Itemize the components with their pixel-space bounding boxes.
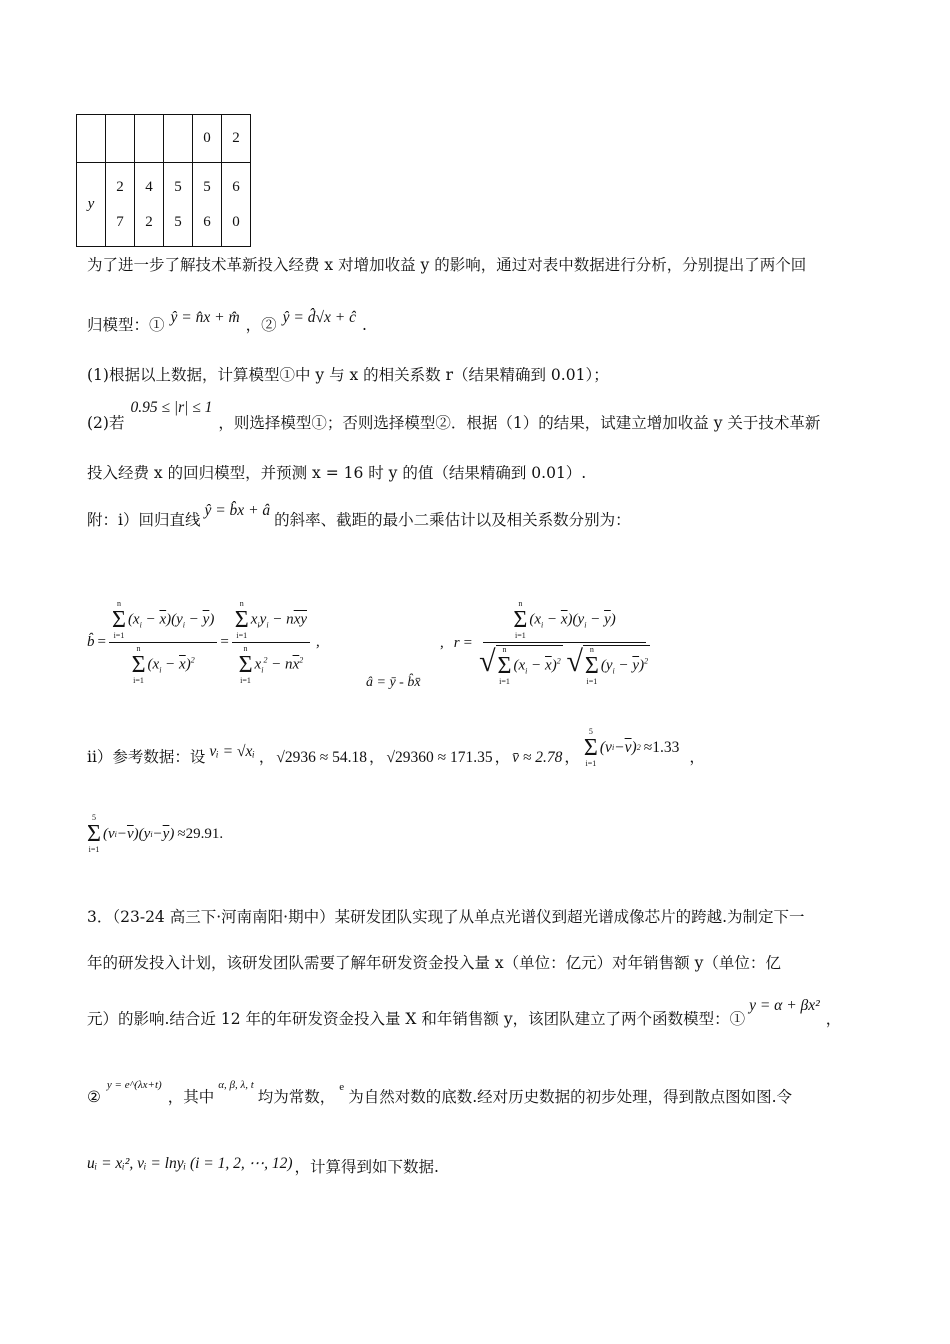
model-1-formula: ŷ = n̂x + m̂ [170, 309, 240, 326]
table-cell: 6 0 [222, 163, 251, 247]
table-cell: 0 [193, 115, 222, 163]
r-fraction: n Σ i=1 $(x_i - \overline{x})(y_i - \overline{y})$ √ n Σ i=1 $(x_i - \overline{x})^2$ √ n Σ i=1 $(y_i - \overline{y})^2$ [479, 599, 649, 686]
constants: α, β, λ, t [218, 1079, 254, 1091]
v-bar-value: v̄ ≈ 2.78 [512, 749, 563, 767]
substitution-formula: uᵢ = xᵢ², vᵢ = lnyᵢ (i = 1, 2, ⋯, 12) [87, 1155, 293, 1172]
appendix-line-1: 附：i）回归直线ŷ = b̂x + â的斜率、截距的最小二乘估计以及相关系数分别为： [87, 502, 631, 529]
question-2-line-1: (2)若0.95 ≤ |r| ≤ 1，则选择模型①；否则选择模型②．根据（1）的结果，试建立增加收益 y 关于技术革新 [87, 399, 821, 432]
r-formula: , r = n Σ i=1 $(x_i - \overline{x})(y_i - \overline{y})$ √ n Σ i=1 $(x_i - \overline{x})^2$ √ n Σ i=1 $(y_i - \overline{y})^2$ [440, 600, 653, 686]
data-table [76, 114, 251, 247]
table-cell: 2 7 [106, 163, 135, 247]
problem-3-line-1: 3．（23-24 高三下·河南南阳·期中）某研发团队实现了从单点光谱仪到超光谱成像芯片的跨越.为制定下一 [87, 908, 805, 926]
table-cell [135, 115, 164, 163]
regression-line-formula: ŷ = b̂x + â [204, 502, 271, 519]
condition-formula: 0.95 ≤ |r| ≤ 1 [130, 399, 213, 416]
sqrt-2936: √2936 ≈ 54.18 [276, 749, 367, 767]
model-1-formula: y = α + βx² [749, 997, 820, 1014]
problem-3-line-5: uᵢ = xᵢ², vᵢ = lnyᵢ (i = 1, 2, ⋯, 12) ，计算得到如下数据. [87, 1155, 439, 1176]
model-2-formula: ŷ = d̂√x + ĉ [282, 309, 356, 326]
sqrt-29360: √29360 ≈ 171.35 [386, 749, 493, 767]
question-2-line-2: 投入经费 x 的回归模型，并预测 x = 16 时 y 的值（结果精确到 0.01）. [87, 464, 587, 482]
table-cell [164, 115, 193, 163]
intro-line-1: 为了进一步了解技术革新投入经费 x 对增加收益 y 的影响，通过对表中数据进行分析，分别提出了两个回 [87, 256, 807, 274]
problem-3-line-3: 元）的影响.结合近 12 年的年研发资金投入量 X 和年销售额 y，该团队建立了两个函数模型：①y = α + βx²， [87, 997, 842, 1028]
a-hat-formula: â = ȳ - b̂x̄ [366, 675, 421, 690]
b-hat-fraction-1: n Σ i=1 $(x_i - \overline{x})(y_i - \overline{y})$ n Σ i=1 $(x_i - \overline{x})^2$ [109, 600, 217, 685]
table-cell: 5 6 [193, 163, 222, 247]
sum-vy: 5 Σ i=1 (v i − $\overline{v}$ )(y i − $\overline{y}$ ) ≈29.91 . [87, 813, 224, 854]
problem-3-line-2: 年的研发投入计划，该研发团队需要了解年研发资金投入量 x（单位：亿元）对年销售额 y（单位：亿 [87, 954, 781, 972]
b-hat-fraction-2: n Σ i=1 $x_iy_i - n\overline{xy}$ n Σ i=1 $x_i^2 - n\overline{x}^2$ [232, 600, 310, 685]
table-cell: 5 5 [164, 163, 193, 247]
table-row-label: y [77, 163, 106, 247]
b-hat-formula: b̂ = n Σ i=1 $(x_i - \overline{x})(y_i - \overline{y})$ n Σ i=1 $(x_i - \overline{x})^2$ = n Σ i=1 $x_iy_i - n\overline{xy}$ n Σ i=1 $x_i^2 - n\overline{x}^2$ , [87, 599, 320, 685]
table-cell [77, 115, 106, 163]
e-symbol: e [339, 1081, 345, 1093]
sum-v-squared: 5 Σ i=1 (v i − $\overline{v}$ ) 2 ≈1.33 [583, 727, 680, 768]
v-definition: vᵢ = √xᵢ [209, 743, 255, 761]
problem-3-line-4: ②$^{y = e\^{}(\lambda x+t)}$，其中$^{\alpha, \beta, \lambda, t}$均为常数，$^e$为自然对数的底数.经对历史数据的初步处理，得到散点图如图.令 [87, 1079, 793, 1106]
table-cell [106, 115, 135, 163]
model-2-formula: y = e^(λx+t) [106, 1079, 162, 1091]
intro-line-2: 归模型：① ŷ = n̂x + m̂ ，② ŷ = d̂√x + ĉ . [87, 309, 367, 334]
table-cell: 2 [222, 115, 251, 163]
question-1: (1)根据以上数据，计算模型①中 y 与 x 的相关系数 r（结果精确到 0.01）； [87, 366, 609, 384]
reference-data-line: ii）参考数据：设 vᵢ = √xᵢ ， √2936 ≈ 54.18 ， √29360 ≈ 171.35 ， v̄ ≈ 2.78 ， 5 Σ i=1 (v i − $\overline{v}$ ) 2 ≈1.33 ， [87, 727, 705, 768]
table-cell: 4 2 [135, 163, 164, 247]
